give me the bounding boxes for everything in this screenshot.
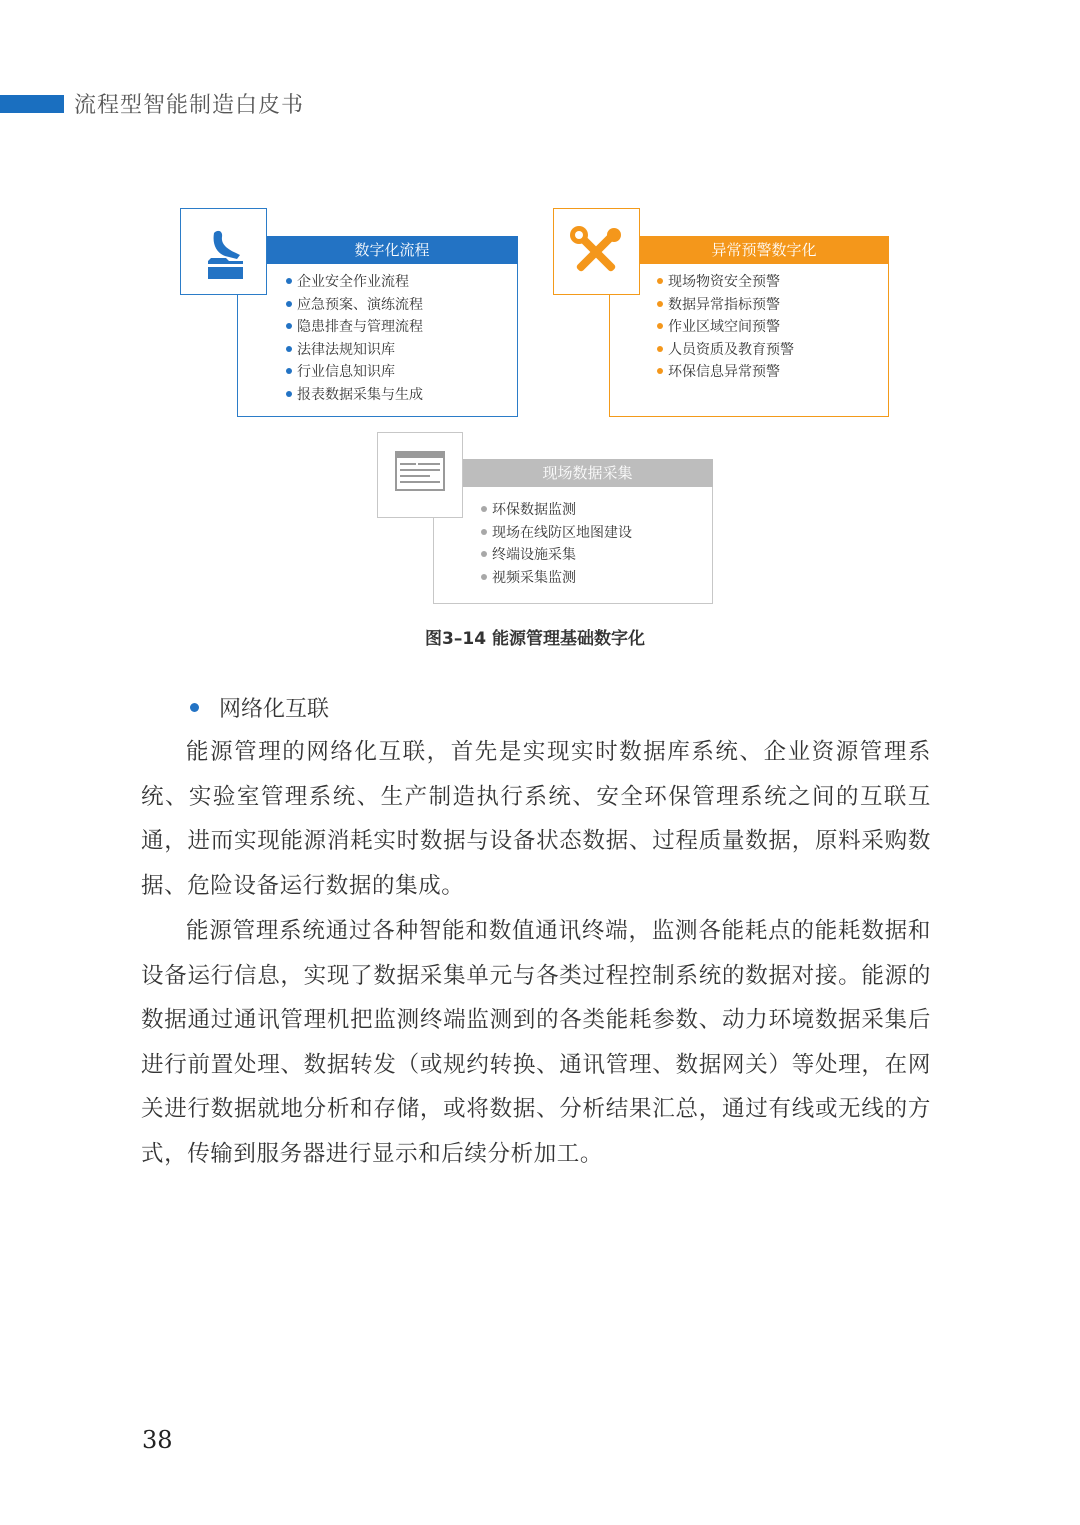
list-item: 人员资质及教育预警 (657, 339, 794, 362)
list-item: 数据异常指标预警 (657, 294, 794, 317)
window-list-icon (377, 432, 463, 518)
list-item: 应急预案、演练流程 (286, 294, 423, 317)
list-item: 终端设施采集 (481, 544, 632, 567)
list-item: 现场在线防区地图建设 (481, 522, 632, 545)
list-item: 行业信息知识库 (286, 361, 423, 384)
figure-caption: 图3–14 能源管理基础数字化 (425, 629, 645, 649)
card-field-data-collection-list (481, 499, 632, 589)
running-header-title: 流程型智能制造白皮书 (74, 93, 305, 118)
body-paragraph: 能源管理系统通过各种智能和数值通讯终端，监测各能耗点的能耗数据和设备运行信息，实现了数据采集单元与各类过程控制系统的数据对接。能源的数据通过通讯管理机把监测终端监测到的各类能耗参数、动力环境数据采集后进行前置处理、数据转发（或规约转换、通讯管理、数据网关）等处理，在网关进行数据就地分析和存储，或将数据、分析结果汇总，通过有线或无线的方式，传输到服务器进行显示和后续分析加工。 (141, 918, 931, 1167)
card-field-data-collection-title: 现场数据采集 (462, 459, 713, 487)
list-item: 现场物资安全预警 (657, 271, 794, 294)
list-item: 隐患排查与管理流程 (286, 316, 423, 339)
folder-hand-icon (180, 208, 267, 295)
list-item: 企业安全作业流程 (286, 271, 423, 294)
list-item: 环保信息异常预警 (657, 361, 794, 384)
list-item: 报表数据采集与生成 (286, 384, 423, 407)
body-paragraph: 能源管理的网络化互联，首先是实现实时数据库系统、企业资源管理系统、实验室管理系统、生产制造执行系统、安全环保管理系统之间的互联互通，进而实现能源消耗实时数据与设备状态数据、过程质量数据，原料采购数据、危险设备运行数据的集成。 (141, 739, 931, 899)
bullet-dot (190, 703, 199, 712)
header-accent-bar (0, 95, 64, 113)
card-digital-process-list (286, 271, 423, 406)
card-alert-digitalization-list (657, 271, 794, 384)
card-digital-process-title: 数字化流程 (266, 236, 518, 264)
list-item: 作业区域空间预警 (657, 316, 794, 339)
tools-icon (553, 208, 640, 295)
list-item: 环保数据监测 (481, 499, 632, 522)
list-item: 法律法规知识库 (286, 339, 423, 362)
section-bullet-heading (190, 692, 329, 723)
page-number: 38 (142, 1426, 173, 1454)
card-alert-digitalization-title: 异常预警数字化 (639, 236, 889, 264)
list-item: 视频采集监测 (481, 567, 632, 590)
section-heading-text: 网络化互联 (219, 697, 330, 722)
